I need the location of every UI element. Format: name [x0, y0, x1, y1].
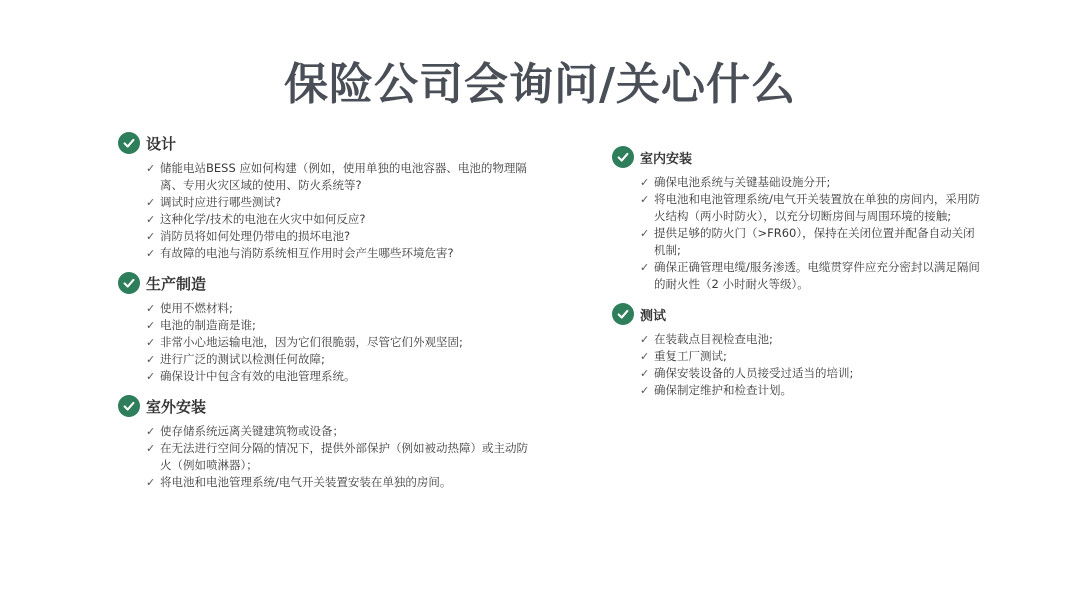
list-item [146, 228, 538, 245]
list-item-text: 有故障的电池与消防系统相互作用时会产生哪些环境危害? [160, 246, 454, 260]
item-list [118, 300, 538, 385]
list-item-text: 调试时应进行哪些测试? [160, 195, 282, 209]
list-item-text: 确保正确管理电缆/服务渗透。电缆贯穿件应充分密封以满足隔间的耐火性（2 小时耐火等级）。 [654, 260, 980, 291]
checkmark-icon: ✓ [146, 230, 156, 243]
list-item-text: 储能电站BESS 应如何构建（例如，使用单独的电池容器、电池的物理隔离、专用火灾区域的使用、防火系统等? [160, 161, 527, 192]
left-column [118, 130, 538, 499]
checkmark-icon: ✓ [146, 196, 156, 209]
list-item-text: 在装载点目视检查电池; [654, 332, 773, 346]
checkmark-icon: ✓ [640, 227, 650, 240]
section-header [612, 301, 982, 327]
list-item-text: 进行广泛的测试以检测任何故障; [160, 352, 325, 366]
checkmark-icon: ✓ [146, 302, 156, 315]
list-item [640, 259, 982, 293]
item-list [612, 331, 982, 399]
list-item-text: 确保制定维护和检查计划。 [654, 383, 792, 397]
list-item-text: 电池的制造商是谁; [160, 318, 256, 332]
item-list [118, 160, 538, 262]
checkmark-icon: ✓ [146, 336, 156, 349]
list-item [146, 211, 538, 228]
list-item-text: 确保电池系统与关键基础设施分开; [654, 175, 831, 189]
list-item-text: 这种化学/技术的电池在火灾中如何反应? [160, 212, 366, 226]
item-list [612, 174, 982, 293]
item-list [118, 423, 538, 491]
check-circle-icon [118, 272, 140, 294]
section [118, 393, 538, 491]
list-item [146, 423, 538, 440]
list-item [640, 348, 982, 365]
section-header [118, 130, 538, 156]
list-item-text: 将电池和电池管理系统/电气开关装置放在单独的房间内，采用防火结构（两小时防火），以充分切断房间与周围环境的接触; [654, 192, 980, 223]
list-item-text: 将电池和电池管理系统/电气开关装置安装在单独的房间。 [160, 475, 452, 489]
section [118, 270, 538, 385]
list-item [146, 160, 538, 194]
list-item-text: 重复工厂测试; [654, 349, 727, 363]
checkmark-icon: ✓ [640, 176, 650, 189]
list-item-text: 使存储系统远离关键建筑物或设备； [160, 424, 344, 438]
checkmark-icon: ✓ [640, 333, 650, 346]
list-item [146, 194, 538, 211]
checkmark-icon: ✓ [146, 353, 156, 366]
list-item-text: 消防员将如何处理仍带电的损坏电池? [160, 229, 351, 243]
list-item [640, 225, 982, 259]
section-title: 室外安装 [146, 397, 207, 416]
list-item-text: 确保设计中包含有效的电池管理系统。 [160, 369, 356, 383]
list-item [640, 331, 982, 348]
section-header [118, 393, 538, 419]
list-item [640, 191, 982, 225]
list-item [640, 382, 982, 399]
checkmark-icon: ✓ [640, 367, 650, 380]
list-item [146, 474, 538, 491]
checkmark-icon: ✓ [640, 261, 650, 274]
list-item-text: 在无法进行空间分隔的情况下，提供外部保护（例如被动热障）或主动防火（例如喷淋器）； [160, 441, 528, 472]
section-title: 室内安装 [640, 151, 693, 167]
list-item-text: 使用不燃材料; [160, 301, 233, 315]
checkmark-icon: ✓ [146, 162, 156, 175]
list-item [640, 365, 982, 382]
list-item [640, 174, 982, 191]
list-item [146, 300, 538, 317]
list-item-text: 确保安装设备的人员接受过适当的培训; [654, 366, 854, 380]
checkmark-icon: ✓ [146, 370, 156, 383]
list-item [146, 334, 538, 351]
checkmark-icon: ✓ [146, 247, 156, 260]
check-circle-icon [118, 132, 140, 154]
right-column [612, 144, 982, 407]
list-item [146, 440, 538, 474]
checkmark-icon: ✓ [640, 384, 650, 397]
checkmark-icon: ✓ [640, 350, 650, 363]
list-item [146, 245, 538, 262]
checkmark-icon: ✓ [146, 425, 156, 438]
check-circle-icon [612, 303, 634, 325]
checkmark-icon: ✓ [146, 213, 156, 226]
section-title: 生产制造 [146, 274, 207, 293]
section [118, 130, 538, 262]
checkmark-icon: ✓ [146, 442, 156, 455]
check-circle-icon [612, 146, 634, 168]
list-item-text: 提供足够的防火门（>FR60），保持在关闭位置并配备自动关闭机制; [654, 226, 975, 257]
check-circle-icon [118, 395, 140, 417]
section-title: 设计 [146, 134, 177, 153]
checkmark-icon: ✓ [146, 476, 156, 489]
section [612, 144, 982, 293]
list-item [146, 317, 538, 334]
page-title: 保险公司会询问/关心什么 [283, 59, 797, 110]
list-item [146, 351, 538, 368]
checkmark-icon: ✓ [146, 319, 156, 332]
list-item-text: 非常小心地运输电池，因为它们很脆弱，尽管它们外观坚固; [160, 335, 463, 349]
list-item [146, 368, 538, 385]
checkmark-icon: ✓ [640, 193, 650, 206]
section-header [612, 144, 982, 170]
section [612, 301, 982, 399]
section-title: 测试 [640, 308, 667, 324]
section-header [118, 270, 538, 296]
